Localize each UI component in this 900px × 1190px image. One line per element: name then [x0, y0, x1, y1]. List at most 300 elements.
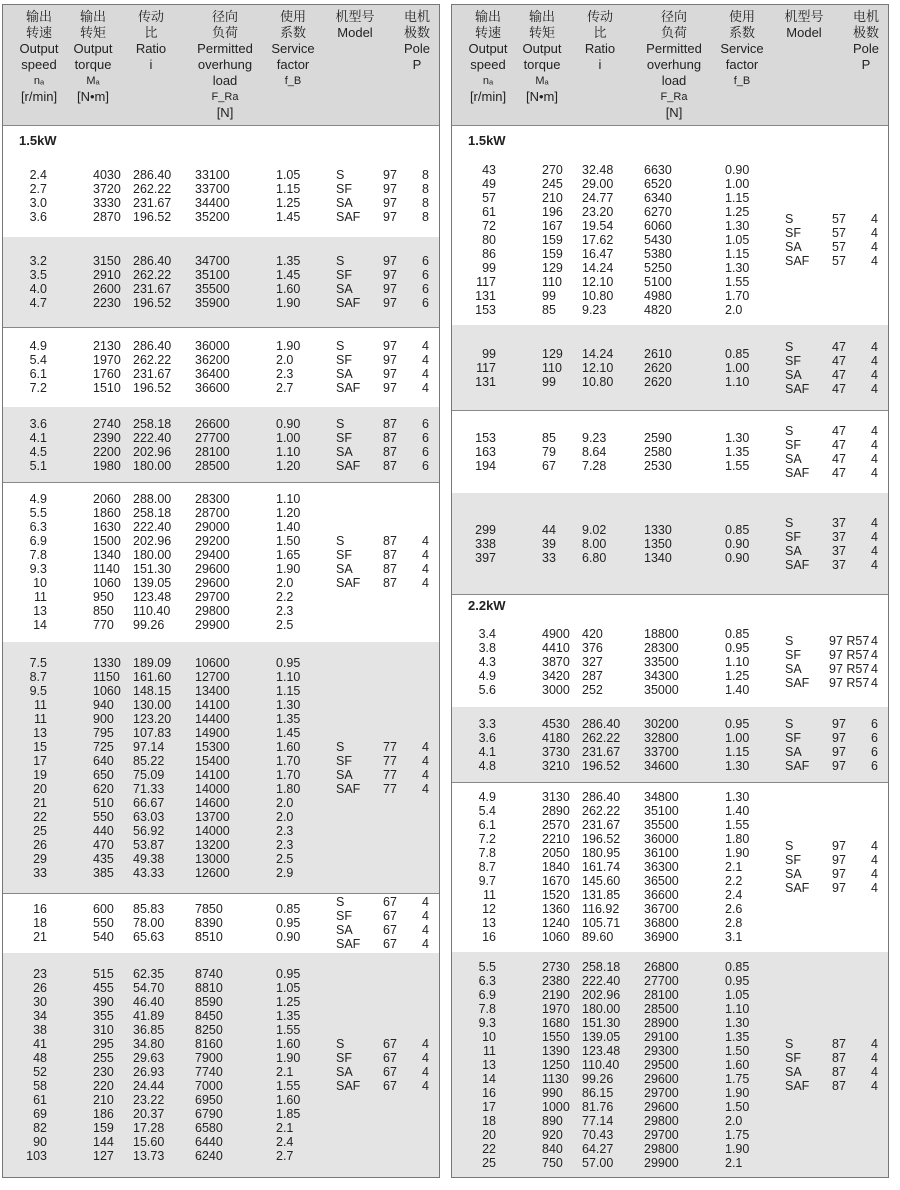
table-row	[3, 506, 343, 520]
model-type: SF	[785, 354, 801, 368]
model-type: SA	[785, 240, 802, 254]
header-en: Model	[786, 25, 822, 40]
table-cell: 1.20	[276, 506, 301, 520]
table-cell: 7.5	[29, 656, 47, 670]
table-cell: 7.28	[582, 459, 607, 473]
table-row	[3, 1023, 343, 1037]
table-cell: 99.26	[582, 1072, 614, 1086]
table-row	[452, 1142, 792, 1156]
table-row	[3, 431, 343, 445]
model-row	[785, 1051, 885, 1065]
table-cell: 0.95	[725, 641, 750, 655]
pole-count: 4	[871, 424, 878, 438]
table-cell: 5.4	[478, 804, 496, 818]
table-cell: 286.40	[133, 339, 172, 353]
model-size: 67	[383, 909, 397, 923]
table-row	[3, 381, 343, 395]
model-row	[785, 452, 885, 466]
table-cell: 2050	[542, 846, 570, 860]
table-cell: 36000	[644, 832, 679, 846]
table-cell: 5.1	[29, 459, 47, 473]
table-cell: 650	[93, 768, 114, 782]
header-en: Service factor	[720, 41, 764, 72]
pole-count: 4	[422, 548, 429, 562]
table-cell: 32.48	[582, 163, 614, 177]
pole-count: 6	[871, 759, 878, 773]
pole-count: 4	[871, 648, 878, 662]
table-cell: 33100	[195, 168, 230, 182]
table-cell: 262.22	[582, 731, 621, 745]
header-sym: Mₐ	[535, 75, 549, 87]
model-type: SA	[785, 745, 802, 759]
table-cell: 28700	[195, 506, 230, 520]
model-size: 97	[383, 182, 397, 196]
pole-count: 4	[871, 368, 878, 382]
table-cell: 65.63	[133, 930, 165, 944]
table-cell: 8250	[195, 1023, 223, 1037]
header-unit: [N]	[216, 105, 234, 120]
table-cell: 13000	[195, 852, 230, 866]
table-cell: 2.3	[276, 838, 294, 852]
table-cell: 116.92	[582, 902, 620, 916]
table-row	[3, 604, 343, 618]
table-cell: 3000	[542, 683, 570, 697]
pole-count: 6	[422, 296, 429, 310]
table-cell: 8590	[195, 995, 223, 1009]
header-en: Pole	[852, 41, 880, 56]
model-type: S	[336, 339, 345, 353]
table-cell: 1.80	[276, 782, 301, 796]
table-cell: 0.85	[725, 347, 750, 361]
table-cell: 515	[93, 967, 114, 981]
pole-count: 4	[871, 853, 878, 867]
model-size: 97	[832, 839, 846, 853]
table-cell: 110.40	[582, 1058, 620, 1072]
table-cell: 1350	[644, 537, 672, 551]
table-cell: 1.35	[276, 254, 301, 268]
table-cell: 2.6	[725, 902, 743, 916]
table-cell: 99	[482, 347, 496, 361]
model-row	[785, 368, 885, 382]
table-cell: 10.80	[582, 375, 614, 389]
table-cell: 8.00	[582, 537, 607, 551]
pole-count: 4	[871, 881, 878, 895]
table-row	[452, 361, 792, 375]
table-cell: 550	[93, 916, 114, 930]
table-cell: 8160	[195, 1037, 223, 1051]
model-block	[785, 516, 885, 572]
table-cell: 11	[483, 888, 496, 902]
model-row	[785, 717, 885, 731]
table-cell: 299	[475, 523, 496, 537]
table-cell: 3150	[93, 254, 121, 268]
table-cell: 2620	[644, 375, 672, 389]
table-cell: 39	[542, 537, 556, 551]
table-cell: 33	[542, 551, 556, 565]
model-block	[336, 168, 436, 224]
table-cell: 262.22	[133, 182, 172, 196]
table-cell: 8.7	[29, 670, 47, 684]
table-row	[3, 796, 343, 810]
model-row	[785, 731, 885, 745]
table-cell: 186	[93, 1107, 114, 1121]
table-cell: 7.8	[29, 548, 47, 562]
table-cell: 196.52	[582, 759, 621, 773]
model-row	[336, 445, 436, 459]
model-size: 67	[383, 1051, 397, 1065]
header-cn: 传动 比	[137, 9, 164, 40]
table-cell: 2.1	[725, 1156, 743, 1170]
table-row	[3, 339, 343, 353]
table-cell: 9.23	[582, 303, 607, 317]
model-block	[336, 1037, 436, 1093]
section-title: 2.2kW	[468, 598, 506, 613]
table-cell: 38	[33, 1023, 47, 1037]
model-size: 47	[832, 340, 846, 354]
pole-count: 4	[422, 1037, 429, 1051]
table-row	[452, 683, 792, 697]
table-row	[3, 684, 343, 698]
model-size: 47	[832, 466, 846, 480]
model-block	[785, 634, 885, 690]
model-row	[336, 381, 436, 395]
table-cell: 1.00	[725, 177, 750, 191]
table-cell: 435	[93, 852, 114, 866]
model-type: SF	[785, 226, 801, 240]
table-row	[3, 1121, 343, 1135]
table-cell: 12.10	[582, 361, 614, 375]
table-row	[452, 759, 792, 773]
pole-count: 4	[422, 576, 429, 590]
header-cn: 传动 比	[586, 9, 613, 40]
model-row	[785, 1065, 885, 1079]
header-cn: 电机 极数	[852, 9, 879, 40]
table-cell: 1.45	[276, 726, 301, 740]
table-cell: 5250	[644, 261, 672, 275]
table-cell: 2130	[93, 339, 121, 353]
table-cell: 795	[93, 726, 114, 740]
table-cell: 20	[482, 1128, 496, 1142]
table-cell: 78.00	[133, 916, 165, 930]
table-cell: 510	[93, 796, 114, 810]
model-type: SA	[336, 367, 353, 381]
table-row	[452, 261, 792, 275]
table-cell: 49.38	[133, 852, 165, 866]
table-cell: 14	[33, 618, 47, 632]
table-cell: 470	[93, 838, 114, 852]
table-cell: 117	[476, 361, 496, 375]
table-cell: 2.0	[276, 576, 294, 590]
table-cell: 9.7	[478, 874, 496, 888]
table-cell: 28500	[644, 1002, 679, 1016]
table-cell: 129	[542, 347, 563, 361]
pole-count: 4	[422, 1051, 429, 1065]
table-cell: 103	[26, 1149, 47, 1163]
table-cell: 6440	[195, 1135, 223, 1149]
row-group	[452, 325, 888, 411]
pole-count: 6	[422, 431, 429, 445]
table-cell: 8740	[195, 967, 223, 981]
table-row	[452, 627, 792, 641]
model-type: S	[785, 1037, 794, 1051]
model-row	[785, 240, 885, 254]
model-type: SA	[785, 368, 802, 382]
model-size: 37	[832, 530, 846, 544]
table-cell: 4.1	[478, 745, 496, 759]
row-group	[3, 642, 439, 894]
table-cell: 286.40	[133, 254, 172, 268]
table-row	[452, 902, 792, 916]
table-cell: 35500	[644, 818, 679, 832]
table-cell: 79	[542, 445, 556, 459]
model-row	[785, 466, 885, 480]
table-cell: 4820	[644, 303, 672, 317]
table-row	[3, 782, 343, 796]
table-cell: 2.1	[276, 1121, 294, 1135]
table-cell: 13400	[195, 684, 230, 698]
table-row	[3, 576, 343, 590]
table-cell: 12700	[195, 670, 230, 684]
model-block	[336, 534, 436, 590]
table-cell: 2.0	[276, 810, 294, 824]
model-size: 47	[832, 424, 846, 438]
table-cell: 44	[542, 523, 556, 537]
table-cell: 262.22	[133, 268, 172, 282]
table-cell: 1250	[542, 1058, 570, 1072]
column-header	[377, 9, 440, 73]
table-cell: 1.15	[276, 684, 301, 698]
table-cell: 1760	[93, 367, 121, 381]
model-row	[336, 182, 436, 196]
table-cell: 327	[582, 655, 603, 669]
table-cell: 33500	[644, 655, 679, 669]
pole-count: 4	[871, 452, 878, 466]
model-type: SF	[336, 754, 352, 768]
pole-count: 8	[422, 182, 429, 196]
model-size: 97	[383, 381, 397, 395]
table-cell: 123.48	[582, 1044, 621, 1058]
table-row	[452, 1100, 792, 1114]
table-cell: 1.50	[725, 1044, 750, 1058]
table-cell: 1550	[542, 1030, 570, 1044]
table-cell: 1.90	[276, 1051, 301, 1065]
table-row	[452, 375, 792, 389]
table-cell: 14600	[195, 796, 230, 810]
model-size: 47	[832, 382, 846, 396]
table-cell: 6.3	[29, 520, 47, 534]
row-group	[452, 410, 888, 494]
table-cell: 4180	[542, 731, 570, 745]
table-cell: 35200	[195, 210, 230, 224]
table-cell: 33700	[644, 745, 679, 759]
model-type: SF	[785, 853, 801, 867]
table-cell: 270	[542, 163, 563, 177]
table-cell: 28100	[195, 445, 230, 459]
table-cell: 54.70	[133, 981, 165, 995]
table-cell: 36300	[644, 860, 679, 874]
table-cell: 17.62	[582, 233, 614, 247]
table-cell: 850	[93, 604, 114, 618]
table-cell: 13.73	[133, 1149, 165, 1163]
model-block	[785, 1037, 885, 1093]
table-cell: 36500	[644, 874, 679, 888]
table-cell: 2.1	[276, 1065, 294, 1079]
table-row	[452, 846, 792, 860]
table-row	[3, 210, 343, 224]
table-cell: 1.55	[725, 459, 750, 473]
table-cell: 1630	[93, 520, 121, 534]
model-row	[785, 662, 885, 676]
table-cell: 440	[93, 824, 114, 838]
table-cell: 180.95	[582, 846, 621, 860]
table-cell: 8450	[195, 1009, 223, 1023]
table-cell: 1.25	[725, 205, 750, 219]
table-cell: 110	[542, 275, 562, 289]
pole-count: 4	[871, 212, 878, 226]
table-cell: 1.65	[276, 548, 301, 562]
table-cell: 1.55	[725, 275, 750, 289]
table-cell: 2210	[542, 832, 570, 846]
table-cell: 220	[93, 1079, 114, 1093]
model-type: SAF	[336, 576, 361, 590]
table-row	[3, 196, 343, 210]
table-row	[452, 523, 792, 537]
table-cell: 18	[33, 916, 47, 930]
model-row	[785, 254, 885, 268]
table-cell: 117	[476, 275, 496, 289]
model-type: SAF	[336, 782, 361, 796]
model-type: SAF	[785, 1079, 810, 1093]
table-cell: 420	[582, 627, 603, 641]
table-cell: 34	[33, 1009, 47, 1023]
model-size: 87	[383, 431, 397, 445]
table-cell: 85	[542, 431, 556, 445]
table-cell: 0.90	[276, 930, 301, 944]
table-row	[3, 353, 343, 367]
table-row	[3, 852, 343, 866]
table-row	[452, 551, 792, 565]
pole-count: 6	[871, 745, 878, 759]
table-cell: 4410	[542, 641, 570, 655]
pole-count: 4	[422, 768, 429, 782]
model-block	[336, 254, 436, 310]
row-group	[452, 155, 888, 326]
table-cell: 29800	[644, 1114, 679, 1128]
table-cell: 0.95	[276, 656, 301, 670]
table-cell: 6.1	[29, 367, 47, 381]
model-type: S	[336, 1037, 345, 1051]
table-cell: 1.25	[725, 669, 750, 683]
table-cell: 770	[93, 618, 114, 632]
model-size: 77	[383, 740, 397, 754]
table-row	[3, 168, 343, 182]
table-cell: 1000	[542, 1100, 570, 1114]
table-cell: 75.09	[133, 768, 165, 782]
model-row	[785, 530, 885, 544]
table-cell: 180.00	[582, 1002, 621, 1016]
table-cell: 1.40	[276, 520, 301, 534]
model-row	[785, 354, 885, 368]
model-row	[336, 576, 436, 590]
header-unit: i	[598, 57, 602, 72]
header-sym: f_B	[284, 75, 302, 87]
table-cell: 29700	[644, 1086, 679, 1100]
model-row	[785, 853, 885, 867]
table-row	[3, 445, 343, 459]
table-row	[452, 1086, 792, 1100]
model-row	[336, 417, 436, 431]
table-cell: 286.40	[582, 790, 621, 804]
table-cell: 2060	[93, 492, 121, 506]
table-row	[3, 838, 343, 852]
table-cell: 189.09	[133, 656, 172, 670]
table-cell: 153	[475, 431, 496, 445]
table-row	[452, 1002, 792, 1016]
table-row	[452, 431, 792, 445]
table-cell: 7.8	[478, 846, 496, 860]
table-cell: 33700	[195, 182, 230, 196]
table-cell: 26.93	[133, 1065, 165, 1079]
pole-count: 4	[422, 1065, 429, 1079]
model-size: 67	[383, 923, 397, 937]
model-row	[785, 839, 885, 853]
model-row	[336, 895, 436, 909]
table-cell: 0.90	[276, 417, 301, 431]
model-row	[785, 516, 885, 530]
model-size: 87	[383, 534, 397, 548]
table-cell: 129	[542, 261, 563, 275]
table-cell: 231.67	[133, 196, 172, 210]
model-size: 97 R57	[829, 648, 870, 662]
pole-count: 4	[871, 354, 878, 368]
pole-count: 4	[871, 1079, 878, 1093]
header-unit: [r/min]	[20, 89, 58, 104]
table-cell: 1330	[644, 523, 672, 537]
table-row	[452, 818, 792, 832]
table-cell: 29700	[195, 590, 230, 604]
table-cell: 231.67	[133, 282, 172, 296]
table-cell: 258.18	[582, 960, 621, 974]
table-cell: 950	[93, 590, 114, 604]
model-size: 97 R57	[829, 634, 870, 648]
table-cell: 131	[475, 289, 496, 303]
table-cell: 159	[93, 1121, 114, 1135]
table-cell: 2530	[644, 459, 672, 473]
pole-count: 8	[422, 168, 429, 182]
pole-count: 4	[422, 923, 429, 937]
model-type: SAF	[336, 1079, 361, 1093]
table-cell: 262.22	[582, 804, 621, 818]
row-group	[3, 327, 439, 408]
model-row	[785, 867, 885, 881]
table-cell: 14000	[195, 782, 230, 796]
model-row	[336, 431, 436, 445]
table-cell: 1.60	[276, 282, 301, 296]
table-cell: 1.00	[725, 731, 750, 745]
table-cell: 2730	[542, 960, 570, 974]
model-size: 97	[383, 353, 397, 367]
table-row	[3, 459, 343, 473]
table-cell: 940	[93, 698, 114, 712]
table-cell: 139.05	[133, 576, 172, 590]
table-cell: 1.15	[725, 191, 750, 205]
table-cell: 990	[542, 1086, 563, 1100]
table-cell: 600	[93, 902, 114, 916]
model-row	[336, 923, 436, 937]
table-cell: 35100	[195, 268, 230, 282]
table-cell: 900	[93, 712, 114, 726]
table-cell: 2.7	[29, 182, 47, 196]
